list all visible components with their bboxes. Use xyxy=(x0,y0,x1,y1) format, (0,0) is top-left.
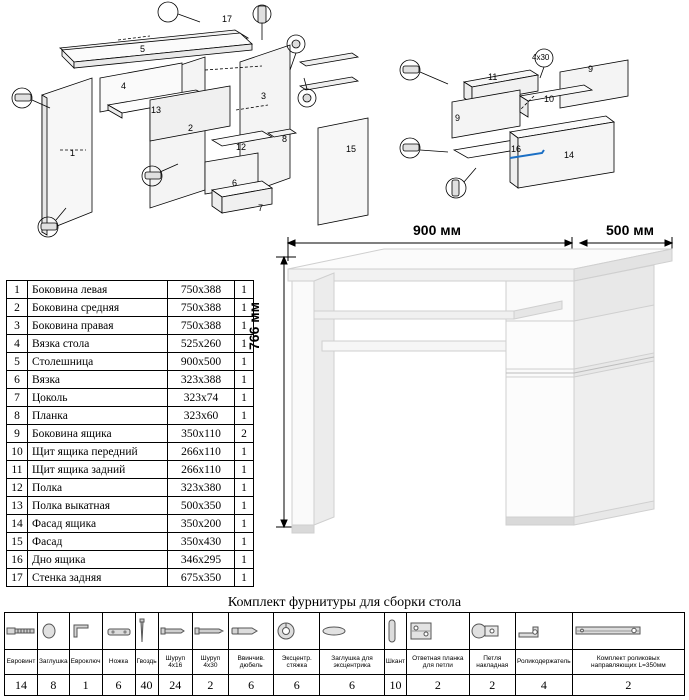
part-name: Боковина левая xyxy=(28,281,168,299)
table-row xyxy=(7,281,254,299)
part-name: Фасад xyxy=(28,533,168,551)
part-name: Боковина правая xyxy=(28,317,168,335)
part-qty: 1 xyxy=(235,353,254,371)
slide-set-icon xyxy=(572,613,684,650)
part-name: Цоколь xyxy=(28,389,168,407)
part-size: 750x388 xyxy=(168,317,235,335)
part-size: 675x350 xyxy=(168,569,235,587)
part-name: Вязка xyxy=(28,371,168,389)
part-size: 350x110 xyxy=(168,425,235,443)
eccentric-cap-icon xyxy=(320,613,385,650)
table-row xyxy=(7,299,254,317)
part-qty: 1 xyxy=(235,533,254,551)
part-qty: 1 xyxy=(235,461,254,479)
part-no: 2 xyxy=(7,299,28,317)
part-no: 8 xyxy=(7,407,28,425)
product-render xyxy=(262,225,686,575)
part-size: 525x260 xyxy=(168,335,235,353)
eccentric-icon xyxy=(274,613,320,650)
part-no: 7 xyxy=(7,389,28,407)
hardware-count: 10 xyxy=(384,675,406,696)
dimension-width-label: 900 мм xyxy=(413,222,461,238)
svg-text:2: 2 xyxy=(188,123,194,133)
part-qty: 1 xyxy=(235,515,254,533)
part-size: 323x388 xyxy=(168,371,235,389)
hinge-plate-icon xyxy=(407,613,470,650)
nail-icon xyxy=(135,613,158,650)
svg-text:1: 1 xyxy=(70,148,76,158)
hardware-count: 6 xyxy=(228,675,273,696)
part-qty: 2 xyxy=(235,425,254,443)
hardware-count: 6 xyxy=(274,675,320,696)
part-size: 346x295 xyxy=(168,551,235,569)
hardware-count: 2 xyxy=(469,675,515,696)
hardware-count: 2 xyxy=(192,675,228,696)
hardware-count: 24 xyxy=(158,675,192,696)
svg-text:6: 6 xyxy=(232,178,238,188)
part-no: 11 xyxy=(7,461,28,479)
hardware-names-row xyxy=(5,650,685,675)
part-qty: 1 xyxy=(235,299,254,317)
part-no: 17 xyxy=(7,569,28,587)
part-qty: 1 xyxy=(235,371,254,389)
hardware-kit-title: Комплект фурнитуры для сборки стола xyxy=(227,595,462,610)
part-no: 16 xyxy=(7,551,28,569)
svg-text:16: 16 xyxy=(511,144,522,154)
part-qty: 1 xyxy=(235,317,254,335)
hardware-count: 2 xyxy=(407,675,470,696)
table-row xyxy=(7,551,254,569)
hardware-name: Евроключ xyxy=(69,650,102,675)
table-row xyxy=(7,353,254,371)
table-row xyxy=(7,425,254,443)
part-no: 12 xyxy=(7,479,28,497)
svg-text:14: 14 xyxy=(564,150,575,160)
table-row xyxy=(7,389,254,407)
svg-text:4х30: 4х30 xyxy=(532,53,550,62)
part-name: Стенка задняя xyxy=(28,569,168,587)
table-row xyxy=(7,479,254,497)
part-name: Вязка стола xyxy=(28,335,168,353)
svg-text:8: 8 xyxy=(282,134,288,144)
hardware-counts-row xyxy=(5,675,685,696)
hardware-count: 40 xyxy=(135,675,158,696)
exploded-diagram-drawer xyxy=(392,40,689,220)
hardware-name: Ответная планка для петли xyxy=(407,650,470,675)
svg-text:15: 15 xyxy=(346,144,357,154)
part-no: 3 xyxy=(7,317,28,335)
part-size: 266x110 xyxy=(168,443,235,461)
hardware-name: Комплект роликовых направляющих L=350мм xyxy=(572,650,684,675)
hardware-count: 4 xyxy=(515,675,572,696)
hardware-kit-table xyxy=(4,612,685,696)
part-size: 750x388 xyxy=(168,299,235,317)
svg-text:10: 10 xyxy=(544,94,555,104)
part-name: Полка выкатная xyxy=(28,497,168,515)
hinge-icon xyxy=(469,613,515,650)
hardware-name: Роликодержатель xyxy=(515,650,572,675)
hardware-name: Шкант xyxy=(384,650,406,675)
hardware-count: 2 xyxy=(572,675,684,696)
part-size: 266x110 xyxy=(168,461,235,479)
hardware-name: Шуруп 4х30 xyxy=(192,650,228,675)
part-qty: 1 xyxy=(235,479,254,497)
part-no: 14 xyxy=(7,515,28,533)
part-no: 10 xyxy=(7,443,28,461)
table-row xyxy=(7,497,254,515)
svg-text:12: 12 xyxy=(236,142,247,152)
hardware-name: Ножка xyxy=(102,650,135,675)
part-name: Фасад ящика xyxy=(28,515,168,533)
hardware-name: Шуруп 4х16 xyxy=(158,650,192,675)
hardware-name: Ввинчив. дюбель xyxy=(228,650,273,675)
roller-holder-icon xyxy=(515,613,572,650)
exploded-diagram-left xyxy=(0,0,390,240)
euro-screw-icon xyxy=(5,613,38,650)
part-qty: 1 xyxy=(235,569,254,587)
part-size: 350x200 xyxy=(168,515,235,533)
table-row xyxy=(7,515,254,533)
dimension-height-label: 766 мм xyxy=(246,302,262,350)
svg-text:3: 3 xyxy=(261,91,267,101)
part-size: 323x60 xyxy=(168,407,235,425)
svg-text:4: 4 xyxy=(121,81,127,91)
part-qty: 1 xyxy=(235,551,254,569)
svg-text:11: 11 xyxy=(488,72,498,82)
hardware-name: Гвоздь xyxy=(135,650,158,675)
part-no: 6 xyxy=(7,371,28,389)
part-no: 9 xyxy=(7,425,28,443)
table-row xyxy=(7,335,254,353)
part-size: 323x380 xyxy=(168,479,235,497)
part-size: 900x500 xyxy=(168,353,235,371)
svg-text:5: 5 xyxy=(140,44,146,54)
part-size: 500x350 xyxy=(168,497,235,515)
part-qty: 1 xyxy=(235,335,254,353)
hardware-name: Заглушка для эксцентрика xyxy=(320,650,385,675)
part-qty: 1 xyxy=(235,407,254,425)
part-no: 13 xyxy=(7,497,28,515)
hardware-name: Петля накладная xyxy=(469,650,515,675)
part-name: Боковина ящика xyxy=(28,425,168,443)
parts-table xyxy=(6,280,254,587)
part-name: Щит ящика задний xyxy=(28,461,168,479)
table-row xyxy=(7,533,254,551)
hex-key-icon xyxy=(69,613,102,650)
svg-text:7: 7 xyxy=(258,203,264,213)
hardware-count: 1 xyxy=(69,675,102,696)
screw-4x30-icon xyxy=(192,613,228,650)
hardware-name: Заглушка xyxy=(38,650,70,675)
part-qty: 1 xyxy=(235,443,254,461)
hardware-count: 6 xyxy=(320,675,385,696)
part-no: 1 xyxy=(7,281,28,299)
hardware-icons-row xyxy=(5,613,685,650)
table-row xyxy=(7,407,254,425)
part-name: Столешница xyxy=(28,353,168,371)
part-size: 350x430 xyxy=(168,533,235,551)
part-qty: 1 xyxy=(235,281,254,299)
part-name: Полка xyxy=(28,479,168,497)
part-qty: 1 xyxy=(235,389,254,407)
part-no: 4 xyxy=(7,335,28,353)
table-row xyxy=(7,317,254,335)
table-row xyxy=(7,461,254,479)
table-row xyxy=(7,569,254,587)
svg-text:13: 13 xyxy=(151,105,162,115)
cap-icon xyxy=(38,613,70,650)
part-name: Дно ящика xyxy=(28,551,168,569)
table-row xyxy=(7,371,254,389)
hardware-count: 14 xyxy=(5,675,38,696)
svg-text:9: 9 xyxy=(455,113,461,123)
screw-4x16-icon xyxy=(158,613,192,650)
svg-text:17: 17 xyxy=(222,14,233,24)
parts-table-body xyxy=(7,281,254,587)
screw-in-icon xyxy=(228,613,273,650)
part-no: 5 xyxy=(7,353,28,371)
part-qty: 1 xyxy=(235,497,254,515)
dowel-icon xyxy=(384,613,406,650)
part-name: Боковина средняя xyxy=(28,299,168,317)
part-size: 750x388 xyxy=(168,281,235,299)
dimension-depth-label: 500 мм xyxy=(606,222,654,238)
part-name: Щит ящика передний xyxy=(28,443,168,461)
hardware-count: 6 xyxy=(102,675,135,696)
part-name: Планка xyxy=(28,407,168,425)
foot-icon xyxy=(102,613,135,650)
part-no: 15 xyxy=(7,533,28,551)
hardware-name: Евровинт xyxy=(5,650,38,675)
hardware-name: Эксцентр. стяжка xyxy=(274,650,320,675)
hardware-count: 8 xyxy=(38,675,70,696)
svg-text:9: 9 xyxy=(588,64,594,74)
table-row xyxy=(7,443,254,461)
part-size: 323x74 xyxy=(168,389,235,407)
